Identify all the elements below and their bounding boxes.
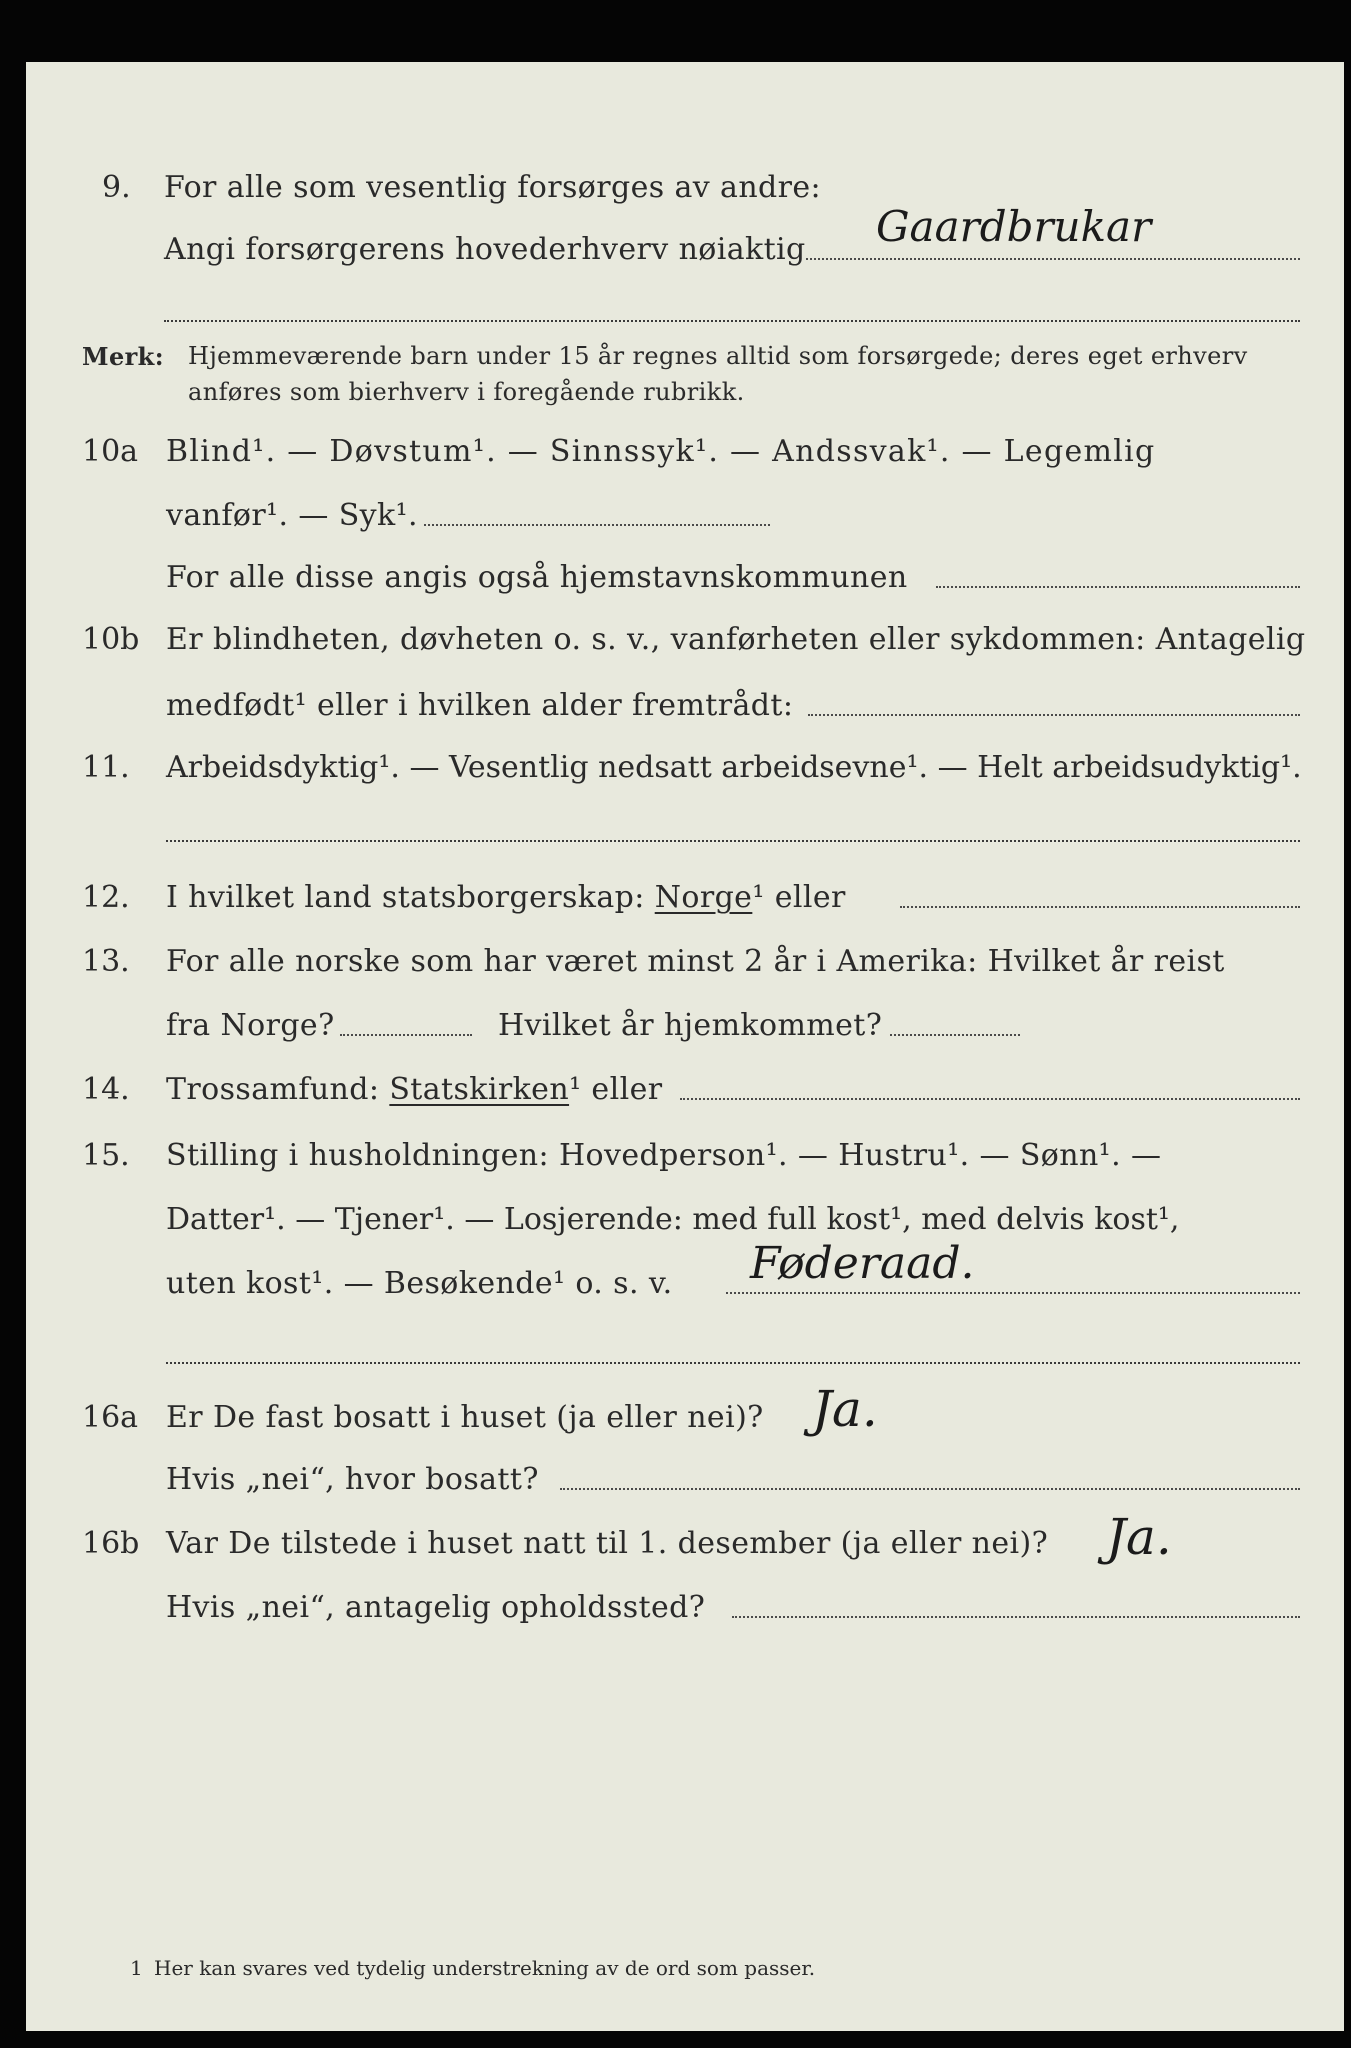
q15-answer-line [726, 1292, 1300, 1294]
merk-line2: anføres som bierhverv i foregående rubrikk. [188, 378, 745, 406]
q10a-line3: For alle disse angis også hjemstavnskommunen [166, 560, 908, 595]
q14-underlined-answer: Statskirken [389, 1072, 570, 1107]
q9-answer-handwriting: Gaardbrukar [876, 202, 1152, 251]
q11-number: 11. [82, 750, 130, 785]
q12-answer-line [900, 906, 1300, 908]
q11-line1: Arbeidsdyktig¹. — Vesentlig nedsatt arbeidsevne¹. — Helt arbeidsudyktig¹. [166, 750, 1302, 785]
q15-line2: Datter¹. — Tjener¹. — Losjerende: med full kost¹, med delvis kost¹, [166, 1202, 1180, 1237]
q12-underlined-answer: Norge [654, 880, 753, 915]
q16b-line1: Var De tilstede i huset natt til 1. desember (ja eller nei)? [166, 1526, 1049, 1561]
q13-hjemkommet-line [890, 1034, 1020, 1036]
q13-line1: For alle norske som har været minst 2 år i Amerika: Hvilket år reist [166, 944, 1225, 979]
q16b-line2: Hvis „nei“, antagelig opholdssted? [166, 1590, 706, 1625]
q10b-line2: medfødt¹ eller i hvilken alder fremtrådt: [166, 688, 794, 723]
q15-line3: uten kost¹. — Besøkende¹ o. s. v. [166, 1266, 673, 1301]
q16a-number: 16a [82, 1400, 139, 1435]
q14-text [166, 1072, 662, 1107]
q13-line2b: Hvilket år hjemkommet? [498, 1008, 883, 1043]
q11-separator [166, 840, 1300, 842]
q16a-answer-handwriting: Ja. [812, 1380, 878, 1438]
merk-label: Merk: [82, 342, 164, 371]
q10a-line2: vanfør¹. — Syk¹. [166, 498, 418, 533]
q12-question: I hvilket land statsborgerskap: [166, 880, 645, 915]
q13-reist-line [340, 1034, 472, 1036]
q16a-line2: Hvis „nei“, hvor bosatt? [166, 1462, 539, 1497]
q15-separator [166, 1362, 1300, 1364]
q10b-answer-line [808, 714, 1300, 716]
q13-line2a: fra Norge? [166, 1008, 335, 1043]
q10a-kommune-line [936, 586, 1300, 588]
q16a-line1: Er De fast bosatt i huset (ja eller nei)? [166, 1400, 764, 1435]
q9-separator [164, 320, 1300, 322]
q9-answer-line [806, 258, 1300, 260]
q10a-line1: Blind¹. — Døvstum¹. — Sinnssyk¹. — Andssvak¹. — Legemlig [166, 434, 1156, 469]
q16b-answer-handwriting: Ja. [1106, 1508, 1172, 1566]
q10b-number: 10b [82, 622, 140, 657]
q16b-answer-line [732, 1616, 1300, 1618]
q15-answer-handwriting: Føderaad. [750, 1238, 975, 1289]
q10a-number: 10a [82, 434, 139, 469]
form-page [26, 62, 1344, 2031]
q15-number: 15. [82, 1138, 130, 1173]
q9-line1: For alle som vesentlig forsørges av andre: [164, 170, 822, 205]
footnote-text: Her kan svares ved tydelig understrekning av de ord som passer. [154, 1956, 816, 1980]
q9-number: 9. [102, 170, 131, 205]
q12-number: 12. [82, 880, 130, 915]
q12-text [166, 880, 846, 915]
q10a-syk-line [424, 524, 770, 526]
q14-suffix: ¹ eller [569, 1072, 663, 1107]
q10b-line1: Er blindheten, døvheten o. s. v., vanførheten eller sykdommen: Antagelig [166, 622, 1306, 657]
q14-answer-line [680, 1098, 1300, 1100]
footnote-mark: 1 [130, 1956, 143, 1980]
q12-suffix: ¹ eller [752, 880, 846, 915]
q9-line2: Angi forsørgerens hovederhverv nøiaktig [164, 232, 806, 267]
q14-number: 14. [82, 1072, 130, 1107]
q13-number: 13. [82, 944, 130, 979]
q14-question: Trossamfund: [166, 1072, 380, 1107]
q15-line1: Stilling i husholdningen: Hovedperson¹. — Hustru¹. — Sønn¹. — [166, 1138, 1162, 1173]
q16b-number: 16b [82, 1526, 140, 1561]
q16a-answer-line [560, 1488, 1300, 1490]
merk-line1: Hjemmeværende barn under 15 år regnes alltid som forsørgede; deres eget erhverv [188, 342, 1248, 370]
